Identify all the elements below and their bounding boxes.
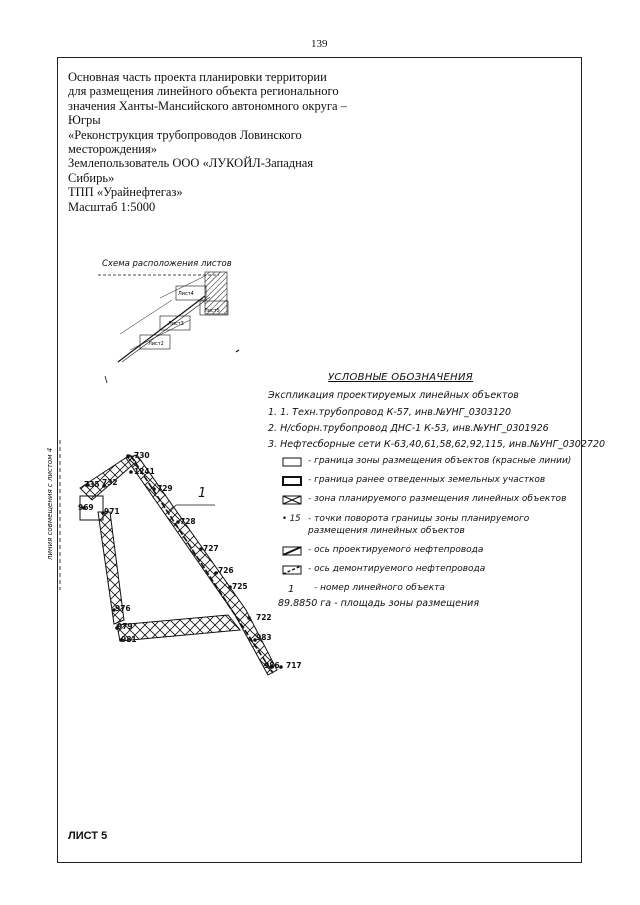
legend-item: [282, 513, 582, 545]
header-line: Сибирь»: [68, 170, 115, 185]
dismantled-pipeline-axis-symbol: [282, 564, 308, 576]
explication-item: 3. Нефтесборные сети К-63,40,61,58,62,92,115, инв.№УНГ_0302720: [268, 439, 606, 450]
legend-item: [282, 545, 582, 564]
legend-subtitle: Экспликация проектируемых линейных объектов: [268, 390, 519, 401]
point-label: 1241: [134, 467, 155, 476]
point-label: 979: [117, 622, 133, 631]
point-label: 976: [115, 604, 131, 613]
legend-item: [282, 475, 582, 494]
designed-pipeline-axis-symbol: [282, 545, 308, 557]
scheme-sheet-label: Лист4: [178, 291, 194, 297]
legend-item-label: - точки поворота границы зоны планируемого размещения линейных объектов: [308, 514, 530, 536]
side-combination-label: линия совмещения с листом 4: [46, 447, 54, 560]
scheme-sheet-label: Лист5: [204, 308, 220, 314]
point-label: 969: [78, 503, 94, 512]
header-line: для размещения линейного объекта регионального: [68, 84, 339, 99]
scheme-sheet-label: Лист3: [168, 321, 184, 327]
legend-item-label: - номер линейного объекта: [314, 583, 445, 593]
point-label: 727: [203, 544, 219, 553]
point-label: 726: [218, 566, 234, 575]
point-label: 986: [264, 661, 280, 670]
point-label: 971: [104, 507, 120, 516]
header-line: Основная часть проекта планировки территории: [68, 70, 327, 84]
object-number-symbol: 1: [288, 583, 295, 595]
legend-item: [282, 494, 582, 513]
legend-item-label: - граница ранее отведенных земельных участков: [308, 475, 546, 485]
page-number: 139: [311, 38, 328, 50]
point-label: 735: [84, 480, 100, 489]
area-row: [278, 598, 479, 609]
legend-item: [282, 456, 582, 475]
legend-item-label: - зона планируемого размещения линейных объектов: [308, 494, 567, 504]
explication-item: 2. Н/сборн.трубопровод ДНС-1 К-53, инв.№УНГ_0301926: [268, 423, 549, 434]
turn-point-symbol: • 15: [282, 514, 301, 524]
header-line: месторождения»: [68, 142, 157, 157]
legend-item-label: - ось проектируемого нефтепровода: [308, 545, 484, 555]
header-line: Землепользователь ООО «ЛУКОЙЛ-Западная: [68, 156, 314, 171]
point-label: 717: [286, 661, 302, 670]
planned-zone-symbol: [282, 494, 308, 506]
point-label: 722: [256, 613, 272, 622]
explication-list: [268, 405, 605, 453]
legend-item: [282, 564, 582, 583]
map-object-number: 1: [198, 486, 207, 501]
red-line-boundary-symbol: [282, 456, 308, 468]
point-label: 725: [232, 582, 248, 591]
area-label: - площадь зоны размещения: [331, 598, 480, 609]
allotted-plots-symbol: [282, 475, 308, 487]
header-line: Югры: [68, 113, 101, 128]
sheet-label: ЛИСТ 5: [68, 830, 108, 842]
header-line: Масштаб 1:5000: [68, 199, 156, 214]
area-value: 89.8850 га: [278, 598, 332, 609]
point-label: 981: [121, 635, 137, 644]
scheme-sheet-label: Лист2: [148, 341, 164, 347]
point-label: 730: [134, 451, 150, 460]
point-label: 983: [256, 633, 272, 642]
scheme-title: Схема расположения листов: [102, 259, 232, 269]
header-line: значения Ханты-Мансийского автономного округа –: [68, 98, 347, 113]
legend-title: УСЛОВНЫЕ ОБОЗНАЧЕНИЯ: [328, 372, 474, 383]
point-label: 732: [102, 478, 118, 487]
point-label: 729: [157, 484, 173, 493]
legend-list: [282, 456, 582, 602]
header-line: «Реконструкция трубопроводов Ловинского: [68, 127, 302, 142]
legend-item-label: - граница зоны размещения объектов (красные линии): [308, 456, 572, 466]
explication-item: 1. 1. Техн.трубопровод К-57, инв.№УНГ_0303120: [268, 407, 512, 418]
legend-item-label: - ось демонтируемого нефтепровода: [308, 564, 486, 574]
header-line: ТПП «Урайнефтегаз»: [68, 185, 183, 200]
point-label: 728: [180, 517, 196, 526]
